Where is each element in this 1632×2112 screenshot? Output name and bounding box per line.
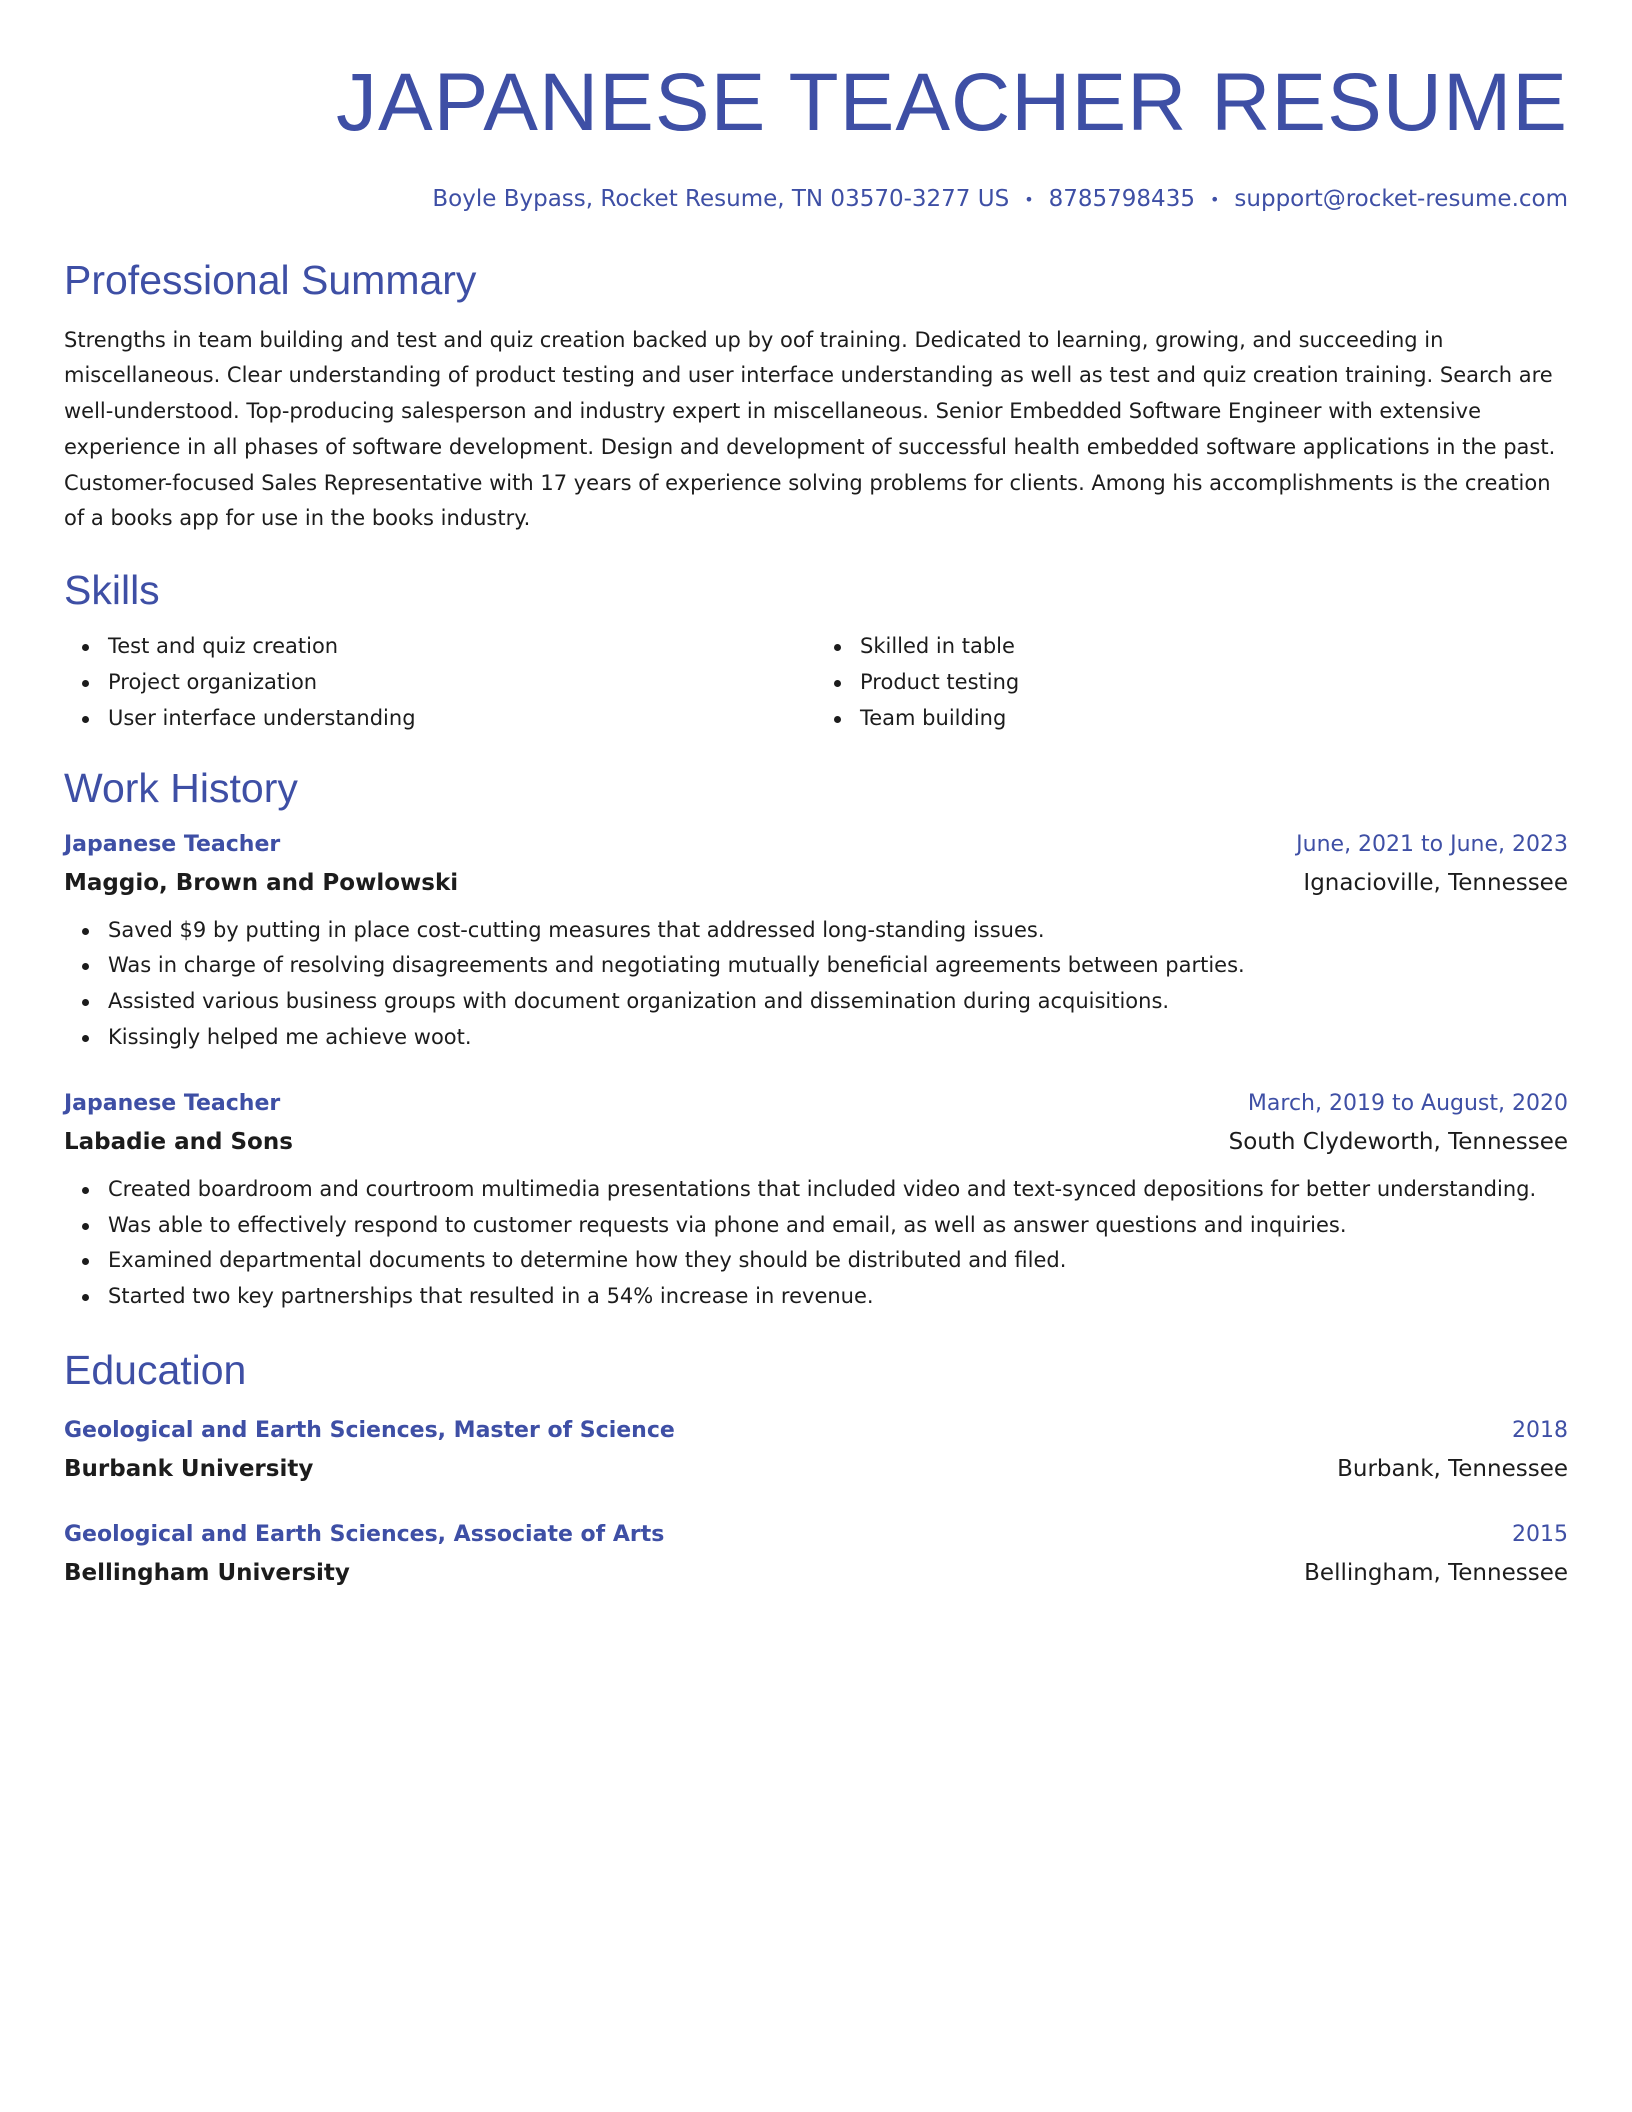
job-bullets [64,913,1568,1056]
skill-item: Product testing [860,665,1568,701]
work-entry-header [64,827,1568,863]
job-location: Ignacioville, Tennessee [1303,869,1568,896]
contact-separator: • [1209,189,1220,209]
skill-item: Skilled in table [860,629,1568,665]
job-bullet: Was able to effectively respond to customer requests via phone and email, as well as answer questions and inquiries. [108,1208,1568,1244]
job-bullet: Assisted various business groups with document organization and dissemination during acquisitions. [108,984,1568,1020]
job-bullet: Was in charge of resolving disagreements and negotiating mutually beneficial agreements between parties. [108,948,1568,984]
school-name: Burbank University [64,1456,314,1483]
skills-list [64,629,1568,736]
school-location: Burbank, Tennessee [1337,1456,1568,1483]
job-bullet: Saved $9 by putting in place cost-cutting measures that addressed long-standing issues. [108,913,1568,949]
job-title: Japanese Teacher [64,831,281,857]
school-name: Bellingham University [64,1560,350,1587]
skill-item: Project organization [108,665,816,701]
company-name: Maggio, Brown and Powlowski [64,869,459,896]
skill-item: Team building [860,701,1568,737]
work-history-heading: Work History [64,764,298,811]
contact-email: support@rocket-resume.com [1234,186,1568,212]
contact-address: Boyle Bypass, Rocket Resume, TN 03570-3277 US [432,186,1010,212]
skill-item: User interface understanding [108,701,816,737]
company-name: Labadie and Sons [64,1128,293,1155]
work-entry [64,1086,1568,1315]
degree: Geological and Earth Sciences, Associate of Arts [64,1522,665,1548]
job-location: South Clydeworth, Tennessee [1228,1128,1568,1155]
resume-title: JAPANESE TEACHER RESUME [335,57,1568,148]
job-bullets [64,1172,1568,1315]
education-entry-header [64,1413,1568,1449]
resume-header [64,56,1568,215]
contact-line [64,184,1568,215]
degree: Geological and Earth Sciences, Master of Science [64,1418,675,1444]
skill-item: Test and quiz creation [108,629,816,665]
education-heading: Education [64,1347,247,1394]
job-title: Japanese Teacher [64,1090,281,1116]
graduation-year: 2018 [1512,1418,1568,1444]
skills-column-right [816,629,1568,736]
school-location: Bellingham, Tennessee [1304,1560,1568,1587]
graduation-year: 2015 [1512,1522,1568,1548]
job-bullet: Created boardroom and courtroom multimedia presentations that included video and text-synced depositions for better understanding. [108,1172,1568,1208]
education-entry [64,1517,1568,1593]
contact-separator: • [1024,189,1034,209]
job-bullet: Examined departmental documents to determine how they should be distributed and filed. [108,1243,1568,1279]
work-entry [64,827,1568,1056]
education-entry-header [64,1517,1568,1553]
education-entry [64,1413,1568,1489]
work-entry-subheader [64,1122,1568,1162]
contact-phone: 8785798435 [1048,186,1195,212]
job-bullet: Started two key partnerships that resulted in a 54% increase in revenue. [108,1279,1568,1315]
summary-text: Strengths in team building and test and quiz creation backed up by oof training. Dedicated to learning, growing, and succeeding in miscellaneous. Clear understanding of product testing and user interface understanding as well as test and quiz creation training. Search are well-understood. Top-producing salesperson and industry expert in miscellaneous. Senior Embedded Software Engineer with extensive experience in all phases of software development. Design and development of successful health embedded software applications in the past. Customer-focused Sales Representative with 17 years of experience solving problems for clients. Among his accomplishments is the creation of a books app for use in the books industry. [64,327,1556,531]
job-dates: March, 2019 to August, 2020 [1247,1090,1568,1116]
skills-heading: Skills [64,567,160,614]
education-entry-subheader [64,1449,1568,1489]
job-bullet: Kissingly helped me achieve woot. [108,1020,1568,1056]
education-entry-subheader [64,1553,1568,1593]
job-dates: June, 2021 to June, 2023 [1296,831,1568,857]
work-entry-header [64,1086,1568,1122]
skills-column-left [64,629,816,736]
summary-heading: Professional Summary [64,256,477,303]
work-entry-subheader [64,863,1568,903]
